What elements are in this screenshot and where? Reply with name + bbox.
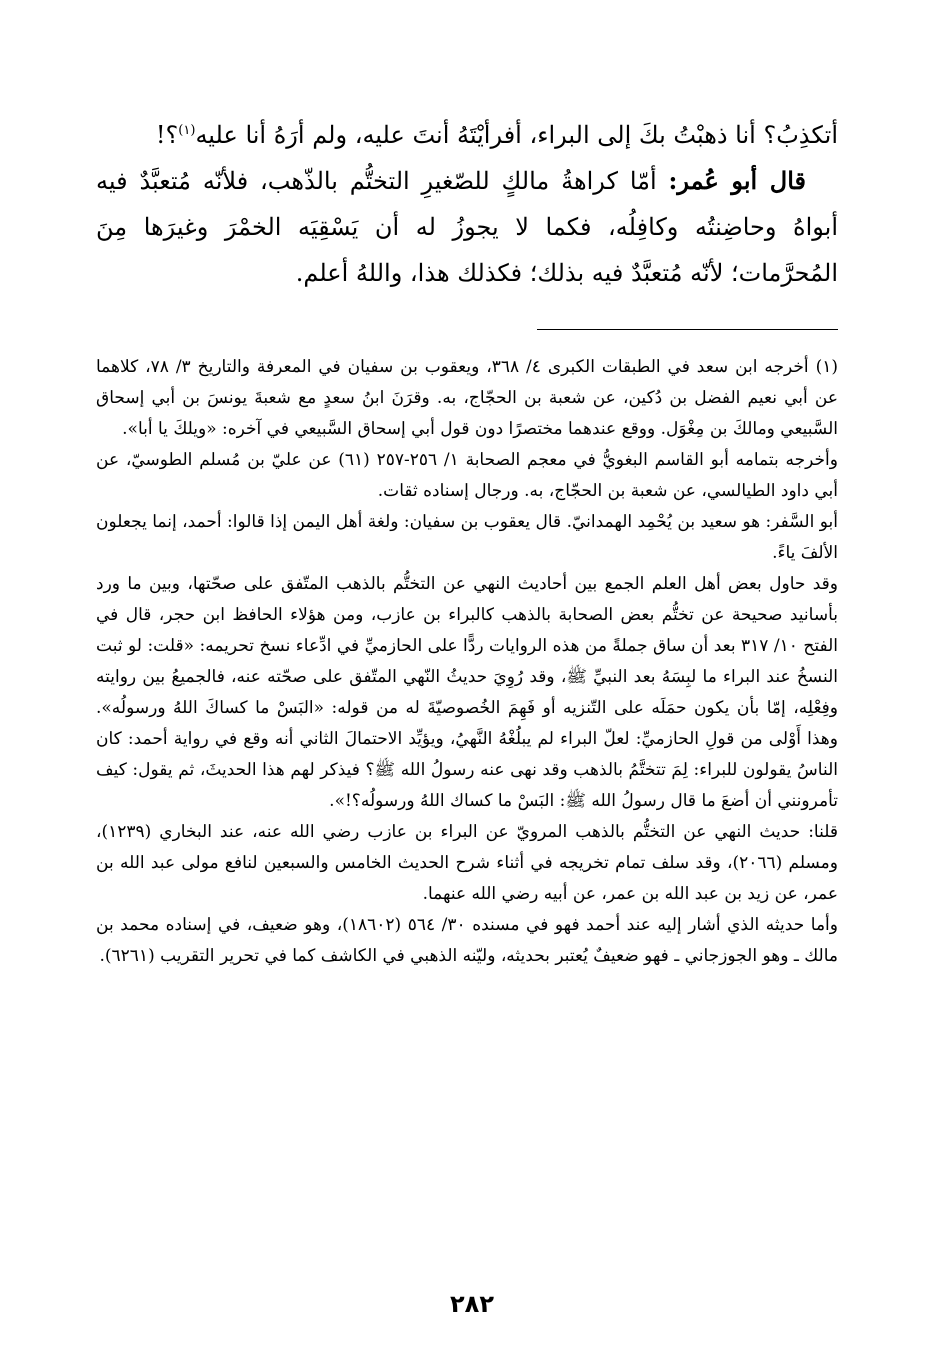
main-text bbox=[96, 112, 838, 296]
footnote-reference: (١) bbox=[178, 123, 196, 138]
speaker-label: قال أبو عُمر: bbox=[668, 166, 806, 195]
footnote-1-paragraph-1: (١) أخرجه ابن سعد في الطبقات الكبرى ٤/ ٣٦٨، ويعقوب بن سفيان في المعرفة والتاريخ ٣/ ٧٨، كلاهما عن أبي نعيم الفضل بن دُكين، عن شعبة بن الحجّاج، به. وقرَنَ ابنُ سعدٍ مع شعبةَ يونسَ بن أبي إسحاق السَّبيعي ومالكَ بن مِغْوَل. ووقع عندهما مختصرًا دون قول أبي إسحاق السَّبيعي في آخره: «ويلكَ يا أبا». bbox=[96, 357, 838, 439]
footnotes bbox=[96, 352, 838, 972]
page-number: ٢٨٢ bbox=[450, 1290, 494, 1318]
main-line-1 bbox=[96, 112, 838, 158]
footnote-1-paragraph-6: وأما حديثه الذي أشار إليه عند أحمد فهو في مسنده ٣٠/ ٥٦٤ (١٨٦٠٢)، وهو ضعيف، في إسناده محمد بن مالك ـ وهو الجوزجاني ـ فهو ضعيفٌ يُعتبر بحديثه، وليّنه الذهبي في الكاشف كما في تحرير التقريب (٦٢٦١). bbox=[96, 915, 838, 966]
main-paragraph-2-text: أمّا كراهةُ مالكٍ للصّغيرِ التختُّم بالذّهب، فلأنّه مُتعبَّدٌ فيه أبواهُ وحاضِنتُه وكافِلُه، فكما لا يجوزُ له أن يَسْقِيَه الخمْرَ وغيرَها مِنَ المُحرَّمات؛ لأنّه مُتعبَّدٌ فيه بذلك؛ فكذلك هذا، واللهُ أعلم. bbox=[96, 167, 838, 287]
footnote-1-paragraph-3: أبو السَّفر: هو سعيد بن يُحْمِد الهمدانيّ. قال يعقوب بن سفيان: ولغة أهل اليمن إذا قالوا: أحمد، إنما يجعلون الألفَ ياءً. bbox=[96, 512, 838, 563]
main-line-1-text: أتكذِبُ؟ أنا ذهبْتُ بكَ إلى البراء، أفرأيْتَهُ أنتَ عليه، ولم أرَهُ أنا عليه bbox=[195, 121, 838, 149]
main-line-1-end: ؟! bbox=[155, 121, 179, 149]
footnote-1-paragraph-4: وقد حاول بعض أهل العلم الجمع بين أحاديث النهي عن التختُّم بالذهب المتّفق على صحّتها، وبين ما ورد بأسانيد صحيحة عن تختُّم بعض الصحابة بالذهب كالبراء بن عازب، ومن هؤلاء الحافظ ابن حجر، قال في الفتح ١٠/ ٣١٧ بعد أن ساق جملةً من هذه الروايات ردًّا على الحازميِّ في ادِّعاء نسخ تحريمه: «قلت: لو ثبت النسخُ عند البراء ما لبِسَهُ بعد النبيِّ ﷺ، وقد رُوِيَ حديثُ النّهي المتّفق على صحّته عنه، فالجميعُ بين روايته وفِعْلِه، إمّا بأن يكون حمَلَه على التّنزيه أو فَهِمَ الخُصوصيّةَ له من قوله: «البَسْ ما كساكَ اللهُ ورسولُه». وهذا أَوْلى من قولِ الحازميِّ: لعلّ البراء لم يبلُغْهُ النَّهيُ، ويؤيِّد الاحتمالَ الثاني أنه وقع في رواية أحمد: كان الناسُ يقولون للبراء: لِمَ تتختَّمُ بالذهب وقد نهى عنه رسولُ الله ﷺ؟ فيذكر لهم هذا الحديثَ، ثم يقول: كيف تأمرونني أن أضعَ ما قال رسولُ الله ﷺ: البَسْ ما كساك اللهُ ورسولُه؟!». bbox=[96, 574, 838, 811]
footnote-separator bbox=[537, 329, 838, 330]
footnote-1-paragraph-5: قلنا: حديث النهي عن التختُّم بالذهب المرويّ عن البراء بن عازب رضي الله عنه، عند البخاري (١٢٣٩)، ومسلم (٢٠٦٦)، وقد سلف تمام تخريجه في أثناء شرح الحديث الخامس والسبعين لنافع مولى عبد الله بن عمر، عن زيد بن عبد الله بن عمر، عن أبيه رضي الله عنهما. bbox=[96, 822, 838, 904]
footnote-1-paragraph-2: وأخرجه بتمامه أبو القاسم البغويُّ في معجم الصحابة ١/ ٢٥٦-٢٥٧ (٦١) عن عليّ بن مُسلم الطوسيّ، عن أبي داود الطيالسي، عن شعبة بن الحجّاج، به. ورجال إسناده ثقات. bbox=[96, 450, 838, 501]
main-paragraph-2 bbox=[96, 158, 838, 296]
